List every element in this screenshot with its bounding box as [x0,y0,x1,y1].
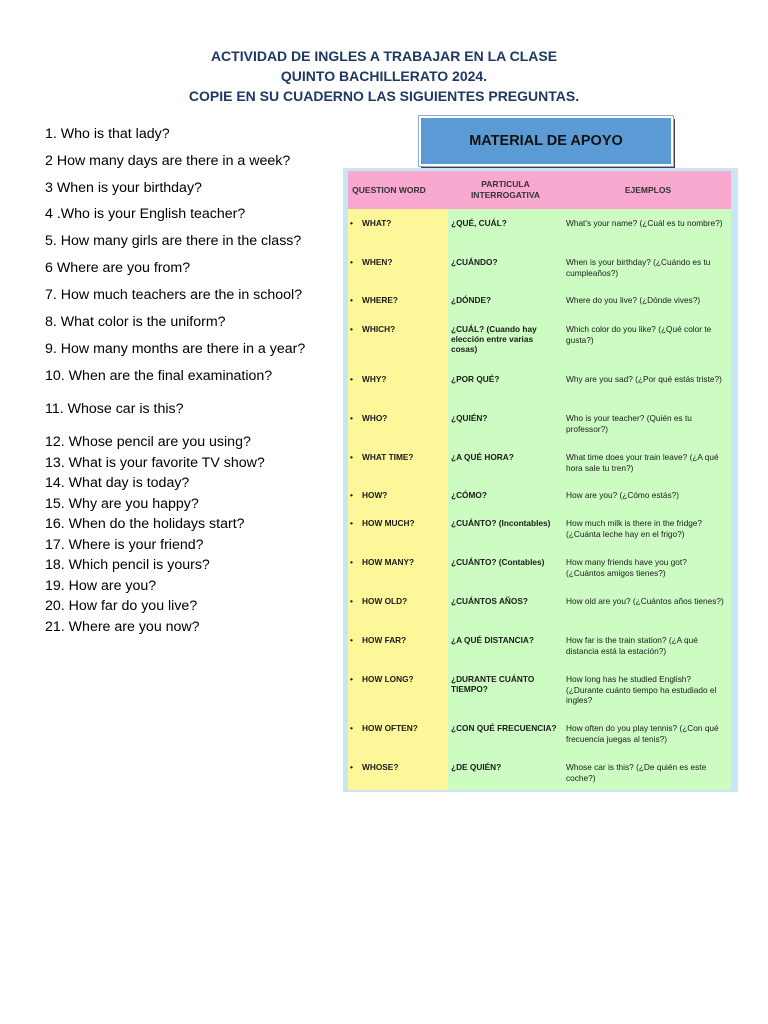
example: How old are you? (¿Cuántos años tienes?) [566,596,724,606]
header-line-2: QUINTO BACHILLERATO 2024. [280,68,488,84]
support-material-title: MATERIAL DE APOYO [469,133,623,149]
example: How far is the train station? (¿A qué distancia está la estación?) [566,635,698,656]
question-word: • HOW OFTEN? [362,723,418,733]
example: What's your name? (¿Cuál es tu nombre?) [566,218,723,228]
header-examples: EJEMPLOS [624,184,672,195]
particle: ¿DÓNDE? [451,295,492,305]
question-item: 19. How are you? [45,578,157,594]
question-item: 16. When do the holidays start? [45,516,245,532]
particle: ¿DE QUIÉN? [451,762,502,772]
example: How many friends have you got? (¿Cuántos amigos tienes?) [566,557,687,578]
question-item: 21. Where are you now? [45,619,200,635]
example: What time does your train leave? (¿A qué hora sale tu tren?) [566,452,719,473]
question-word: • WHAT TIME? [362,452,413,462]
question-item: 14. What day is today? [45,475,190,491]
support-material-banner [419,116,673,166]
question-item: 17. Where is your friend? [45,537,204,553]
question-item: 3 When is your birthday? [45,180,202,196]
question-item: 8. What color is the uniform? [45,314,226,330]
particle: ¿QUIÉN? [451,413,488,423]
particle: ¿POR QUÉ? [451,374,500,384]
example: Which color do you like? (¿Qué color te gusta?) [566,324,712,345]
question-words-table [343,168,738,792]
question-item: 5. How many girls are there in the class? [45,233,302,249]
example: How much milk is there in the fridge? (¿Cuánta leche hay en el frigo?) [566,518,703,539]
example: Who is your teacher? (Quién es tu professor?) [566,413,692,434]
particle: ¿CUÁNTOS AÑOS? [451,596,528,606]
question-item: 1. Who is that lady? [45,126,170,142]
header-particle: PARTICULA INTERROGATIVA [470,179,541,200]
question-word: • WHOSE? [362,762,398,772]
question-word: • WHERE? [362,295,398,305]
header-line-1: ACTIVIDAD DE INGLES A TRABAJAR EN LA CLASE [210,48,558,64]
particle: ¿A QUÉ HORA? [451,452,514,462]
question-item: 9. How many months are there in a year? [45,341,306,357]
question-item: 12. Whose pencil are you using? [45,434,251,450]
question-word: • HOW? [362,490,387,500]
particle: ¿QUÉ, CUÁL? [451,218,507,228]
question-item: 20. How far do you live? [45,598,198,614]
particle: ¿CÓMO? [451,490,487,500]
example: Why are you sad? (¿Por qué estás triste?) [566,374,722,384]
particle: ¿CUÁNTO? (Contables) [451,557,545,567]
header-question-word: QUESTION WORD [352,184,426,195]
particle: ¿CUÁNTO? (Incontables) [451,518,551,528]
particle: ¿CUÁNDO? [451,257,498,267]
particle: ¿CON QUÉ FRECUENCIA? [451,723,557,733]
question-item: 13. What is your favorite TV show? [45,455,265,471]
example: How long has he studied English? (¿Durante cuánto tiempo ha estudiado el ingles? [566,674,717,705]
particle: ¿CUÁL? (Cuando hay elección entre varias cosas) [451,324,537,354]
question-item: 2 How many days are there in a week? [45,153,291,169]
question-word: • HOW FAR? [362,635,406,645]
example: Whose car is this? (¿De quién es este coche?) [566,762,707,783]
header-line-3: COPIE EN SU CUADERNO LAS SIGUIENTES PREGUNTAS. [188,88,580,104]
question-word: • WHY? [362,374,386,384]
particle: ¿A QUÉ DISTANCIA? [451,635,534,645]
question-word: • WHAT? [362,218,391,228]
question-word: • HOW LONG? [362,674,414,684]
question-item: 7. How much teachers are the in school? [45,287,303,303]
question-item: 15. Why are you happy? [45,496,199,512]
question-word: • WHEN? [362,257,392,267]
particle: ¿DURANTE CUÁNTO TIEMPO? [451,674,535,694]
document-header [0,46,768,106]
question-item: 18. Which pencil is yours? [45,557,210,573]
question-item: 10. When are the final examination? [45,368,273,384]
example: When is your birthday? (¿Cuándo es tu cumpleaños?) [566,257,711,278]
question-item: 11. Whose car is this? [45,401,184,417]
table-header [348,171,731,209]
question-item: 6 Where are you from? [45,260,191,276]
question-word: • WHICH? [362,324,395,334]
question-word: • HOW MANY? [362,557,414,567]
example: How are you? (¿Cómo estás?) [566,490,679,500]
example: Where do you live? (¿Dónde vives?) [566,295,701,305]
question-word: • HOW OLD? [362,596,407,606]
example: How often do you play tennis? (¿Con qué frecuencia juegas al tenis?) [566,723,719,744]
question-word: • HOW MUCH? [362,518,415,528]
question-word: • WHO? [362,413,387,423]
question-item: 4 .Who is your English teacher? [45,206,246,222]
